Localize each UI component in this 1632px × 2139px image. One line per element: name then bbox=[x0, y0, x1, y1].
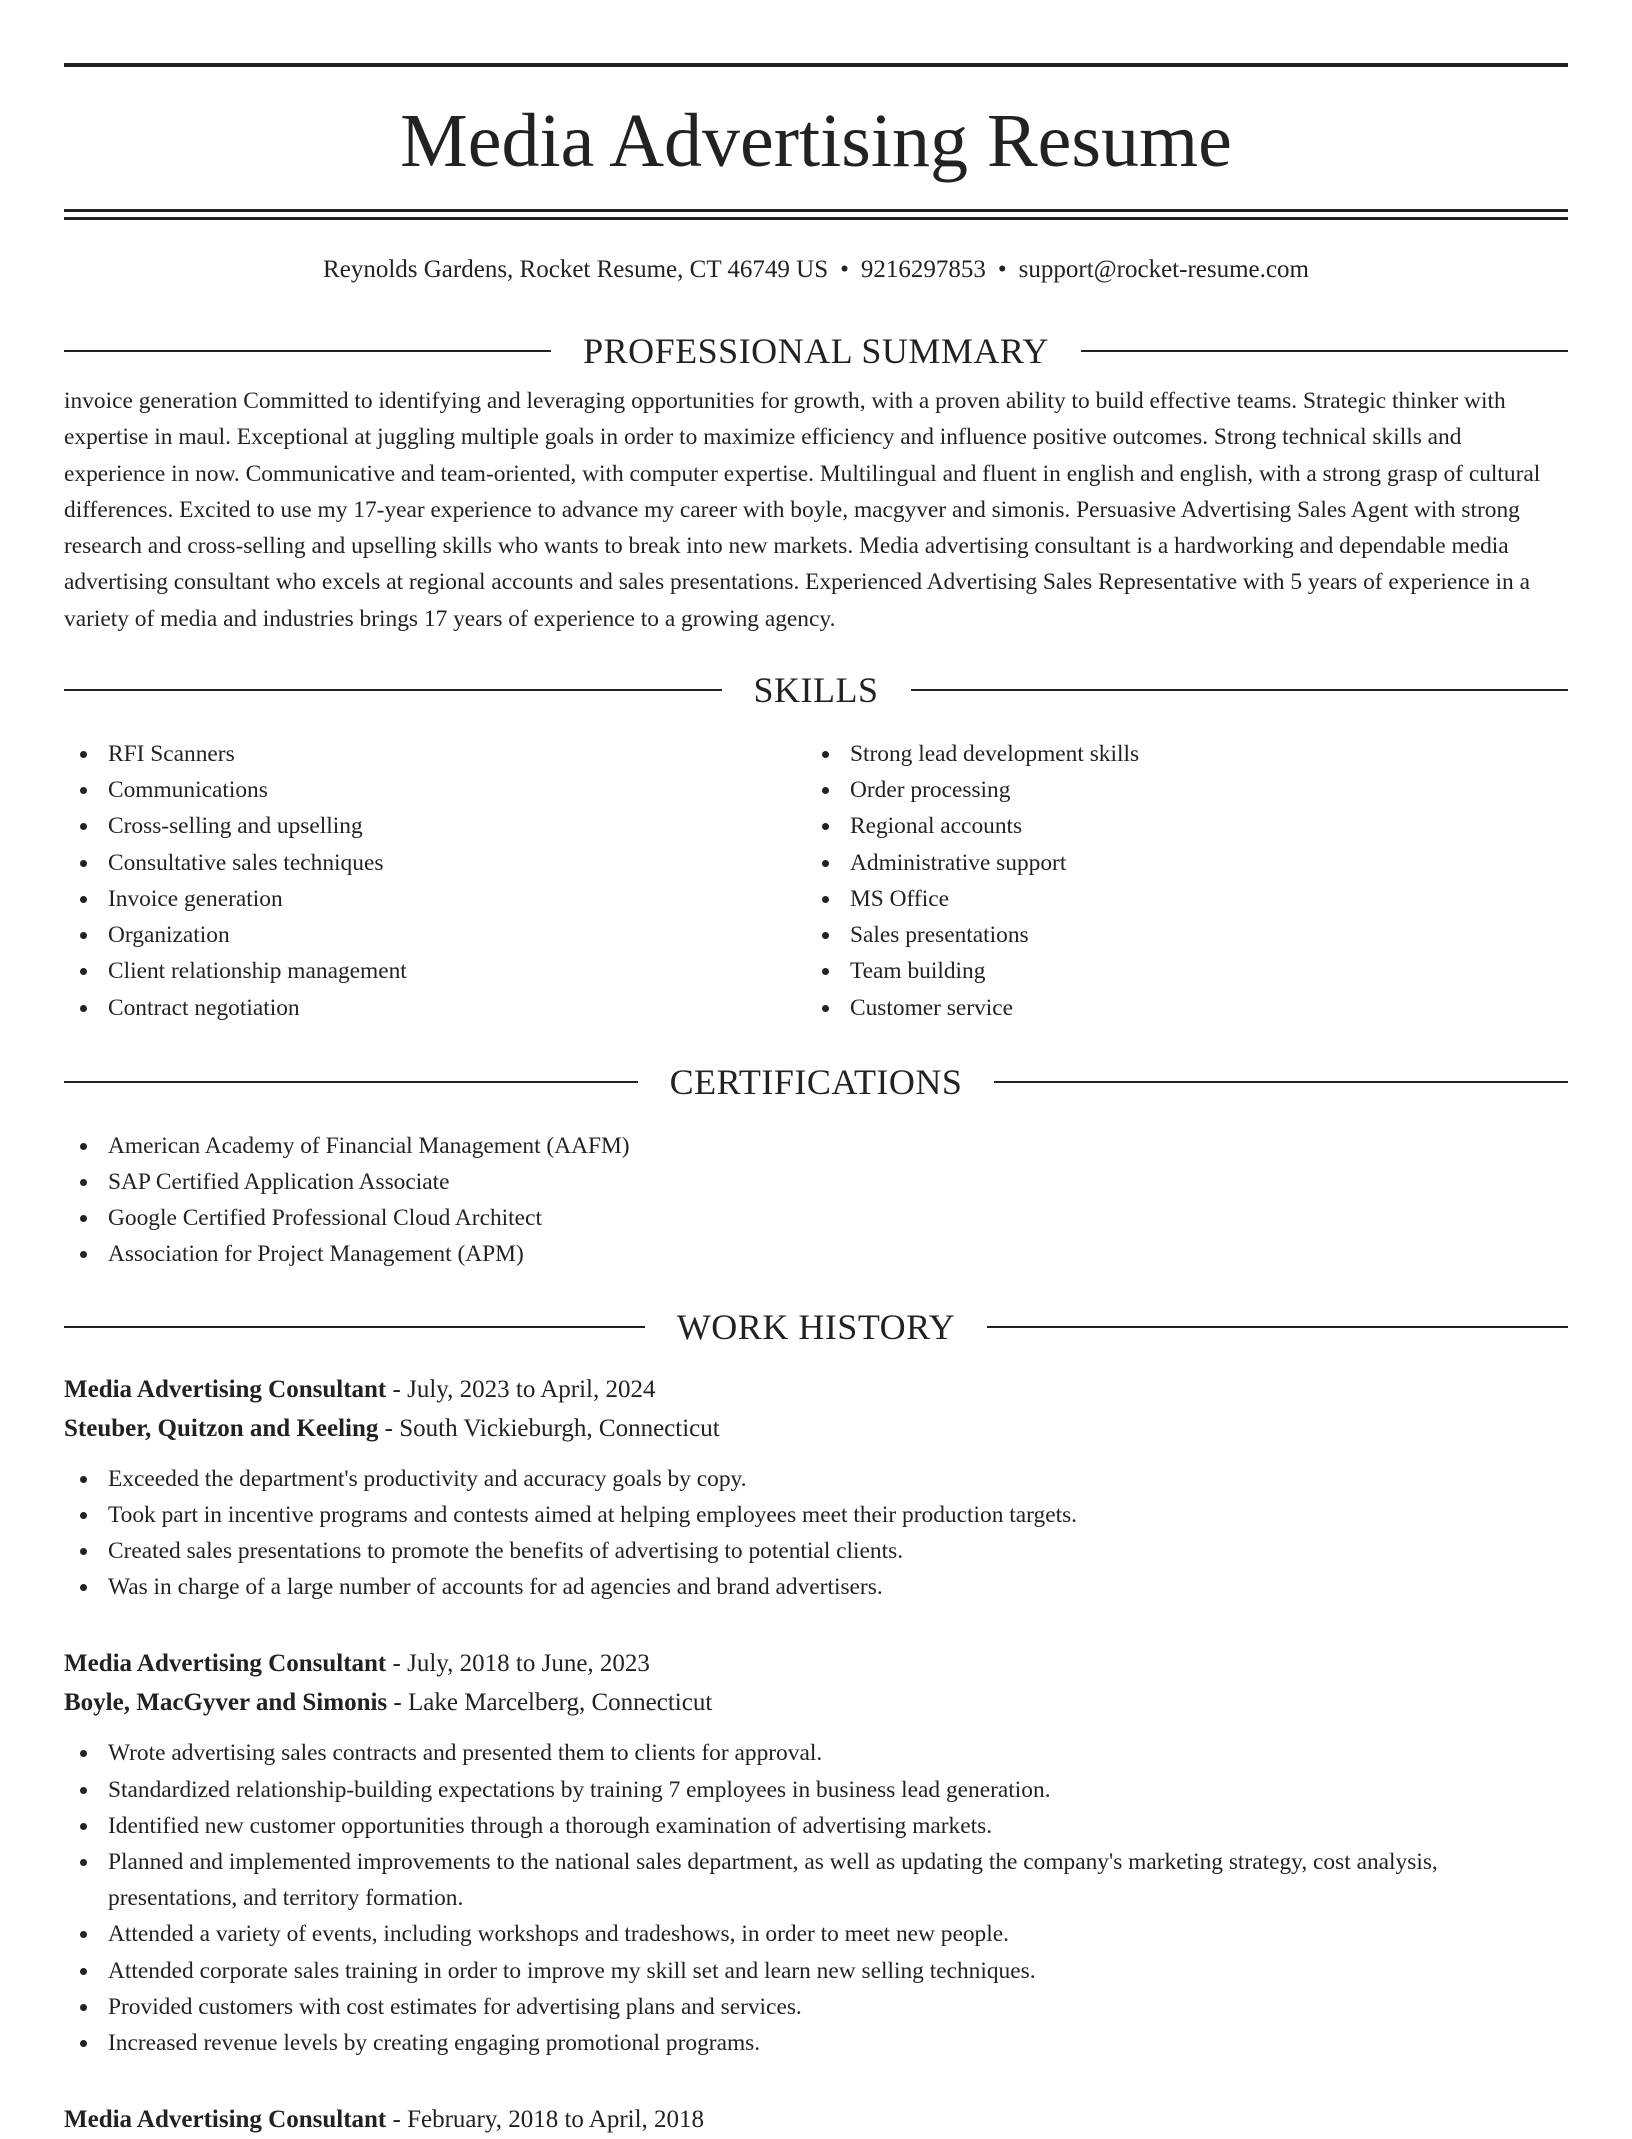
job-title-line bbox=[64, 1371, 1568, 1409]
job-location: - Lake Marcelberg, Connecticut bbox=[387, 1689, 713, 1717]
heading-rule bbox=[1081, 350, 1568, 352]
job-duty-item: Took part in incentive programs and contests aimed at helping employees meet their production targets. bbox=[64, 1497, 1568, 1533]
skill-item: Regional accounts bbox=[806, 808, 1548, 844]
job-duty-item: Increased revenue levels by creating engaging promotional programs. bbox=[64, 2025, 1568, 2061]
job-duty-item: Exceeded the department's productivity and accuracy goals by copy. bbox=[64, 1461, 1568, 1497]
contact-email: support@rocket-resume.com bbox=[1018, 256, 1309, 283]
certification-item: American Academy of Financial Management (AAFM) bbox=[64, 1128, 1568, 1164]
job-duty-item: Provided customers with cost estimates for advertising plans and services. bbox=[64, 1989, 1568, 2025]
skill-item: Order processing bbox=[806, 772, 1548, 808]
section-title: CERTIFICATIONS bbox=[669, 1061, 963, 1102]
contact-separator: • bbox=[840, 256, 849, 283]
heading-rule bbox=[64, 689, 722, 691]
job-title-line bbox=[64, 2101, 1568, 2139]
skills-list bbox=[64, 736, 1568, 1026]
skill-item: Organization bbox=[64, 917, 806, 953]
job-duty-item: Attended a variety of events, including workshops and tradeshows, in order to meet new people. bbox=[64, 1916, 1568, 1952]
job-company-line bbox=[64, 1409, 1568, 1449]
double-rule bbox=[64, 209, 1568, 220]
section-heading-certifications bbox=[64, 1062, 1568, 1102]
section-heading-summary bbox=[64, 331, 1568, 371]
heading-rule bbox=[994, 1081, 1568, 1083]
skill-item: RFI Scanners bbox=[64, 736, 806, 772]
contact-phone: 9216297853 bbox=[860, 256, 986, 283]
certifications-list bbox=[64, 1128, 1568, 1273]
job-title: Media Advertising Consultant bbox=[64, 2106, 387, 2134]
contact-separator: • bbox=[997, 256, 1007, 283]
section-heading-skills bbox=[64, 670, 1568, 710]
job-entry bbox=[64, 1645, 1568, 2061]
job-duty-item: Wrote advertising sales contracts and presented them to clients for approval. bbox=[64, 1735, 1568, 1771]
summary-text: invoice generation Committed to identifying and leveraging opportunities for growth, with a proven ability to build effective teams. Strategic thinker with expertise in maul. Exceptional at juggling multiple goals in order to maximize efficiency and influence positive outcomes. Strong technical skills and experience in now. Communicative and team-oriented, with computer expertise. Multilingual and fluent in english and english, with a strong grasp of cultural differences. Excited to use my 17-year experience to advance my career with boyle, macgyver and simonis. Persuasive Advertising Sales Agent with strong research and cross-selling and upselling skills who wants to break into new markets. Media advertising consultant is a hardworking and dependable media advertising consultant who excels at regional accounts and sales presentations. Experienced Advertising Sales Representative with 5 years of experience in a variety of media and industries brings 17 years of experience to a growing agency. bbox=[64, 388, 1541, 632]
certification-item: SAP Certified Application Associate bbox=[64, 1164, 1568, 1200]
skills-column-left bbox=[64, 736, 806, 1026]
skill-item: Sales presentations bbox=[806, 917, 1548, 953]
section-title: SKILLS bbox=[753, 670, 879, 711]
section-heading-work-history bbox=[64, 1307, 1568, 1347]
resume-title: Media Advertising Resume bbox=[400, 99, 1232, 183]
skill-item: Communications bbox=[64, 772, 806, 808]
skill-item: Cross-selling and upselling bbox=[64, 808, 806, 844]
skills-column-right bbox=[806, 736, 1548, 1026]
contact-line bbox=[64, 255, 1568, 285]
skill-item: Client relationship management bbox=[64, 953, 806, 989]
job-duty-item: Created sales presentations to promote the benefits of advertising to potential clients. bbox=[64, 1533, 1568, 1569]
contact-address: Reynolds Gardens, Rocket Resume, CT 46749 US bbox=[323, 256, 829, 283]
job-location: - South Vickieburgh, Connecticut bbox=[378, 1414, 720, 1442]
resume-page bbox=[64, 0, 1568, 2139]
job-duty-item: Standardized relationship-building expectations by training 7 employees in business lead generation. bbox=[64, 1772, 1568, 1808]
job-duty-item: Planned and implemented improvements to the national sales department, as well as updating the company's marketing strategy, cost analysis, presentations, and territory formation. bbox=[64, 1844, 1568, 1916]
heading-rule bbox=[64, 1081, 638, 1083]
job-dates: - February, 2018 to April, 2018 bbox=[386, 2106, 705, 2134]
job-duty-item: Identified new customer opportunities through a thorough examination of advertising markets. bbox=[64, 1808, 1568, 1844]
job-company: Steuber, Quitzon and Keeling bbox=[64, 1414, 379, 1442]
skill-item: Strong lead development skills bbox=[806, 736, 1548, 772]
job-entry bbox=[64, 1371, 1568, 1606]
skill-item: Invoice generation bbox=[64, 881, 806, 917]
job-title-line bbox=[64, 1645, 1568, 1683]
heading-rule bbox=[64, 1326, 645, 1328]
skill-item: Team building bbox=[806, 953, 1548, 989]
job-title: Media Advertising Consultant bbox=[64, 1650, 387, 1678]
job-entry bbox=[64, 2101, 1568, 2139]
heading-rule bbox=[911, 689, 1569, 691]
job-duty-item: Attended corporate sales training in order to improve my skill set and learn new selling techniques. bbox=[64, 1953, 1568, 1989]
heading-rule bbox=[987, 1326, 1568, 1328]
work-history-list bbox=[64, 1371, 1568, 2139]
job-duties-list bbox=[64, 1461, 1568, 1606]
job-duty-item: Was in charge of a large number of accounts for ad agencies and brand advertisers. bbox=[64, 1569, 1568, 1605]
skill-item: MS Office bbox=[806, 881, 1548, 917]
certification-item: Association for Project Management (APM) bbox=[64, 1236, 1568, 1272]
job-company-line bbox=[64, 1683, 1568, 1723]
job-dates: - July, 2023 to April, 2024 bbox=[386, 1375, 656, 1403]
certification-item: Google Certified Professional Cloud Architect bbox=[64, 1200, 1568, 1236]
job-dates: - July, 2018 to June, 2023 bbox=[386, 1650, 650, 1678]
section-title: PROFESSIONAL SUMMARY bbox=[583, 331, 1049, 371]
job-company: Boyle, MacGyver and Simonis bbox=[64, 1689, 388, 1717]
skill-item: Customer service bbox=[806, 990, 1548, 1026]
section-title: WORK HISTORY bbox=[676, 1306, 956, 1347]
skill-item: Contract negotiation bbox=[64, 990, 806, 1026]
skill-item: Administrative support bbox=[806, 845, 1548, 881]
heading-rule bbox=[64, 350, 551, 352]
skill-item: Consultative sales techniques bbox=[64, 845, 806, 881]
top-rule bbox=[64, 63, 1568, 67]
job-duties-list bbox=[64, 1735, 1568, 2061]
job-title: Media Advertising Consultant bbox=[64, 1375, 387, 1403]
